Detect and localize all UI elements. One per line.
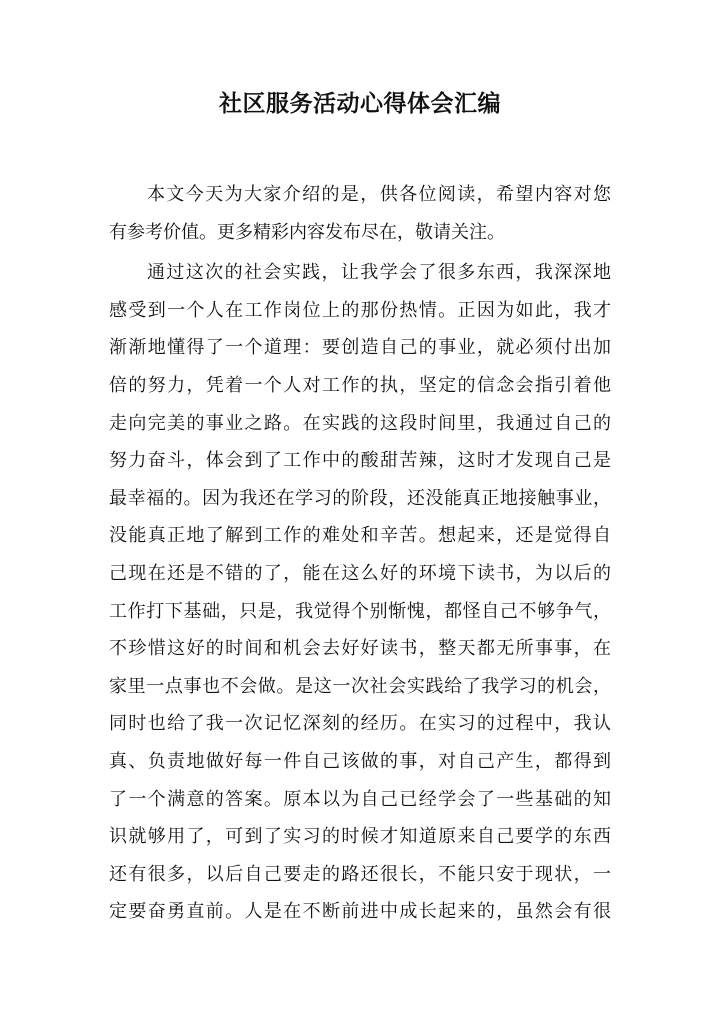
- paragraph-2-line-18: 定要奋勇直前。人是在不断前进中成长起来的，虽然会有很: [109, 901, 611, 923]
- paragraph-2-line-1: 通过这次的社会实践，让我学会了很多东西，我深深地: [147, 262, 611, 284]
- paragraph-2-line-3: 渐渐地懂得了一个道理：要创造自己的事业，就必须付出加: [109, 337, 611, 359]
- paragraph-2-line-17: 还有很多，以后自己要走的路还很长，不能只安于现状，一: [109, 863, 611, 885]
- paragraph-2-line-10: 工作打下基础，只是，我觉得个别惭愧，都怪自己不够争气，: [109, 600, 611, 622]
- paragraph-2-line-9: 己现在还是不错的了，能在这么好的环境下读书，为以后的: [109, 562, 611, 584]
- paragraph-2-line-5: 走向完美的事业之路。在实践的这段时间里，我通过自己的: [109, 412, 611, 434]
- document-body: [109, 176, 611, 931]
- paragraph-2-line-4: 倍的努力，凭着一个人对工作的执，坚定的信念会指引着他: [109, 374, 611, 396]
- paragraph-1-line-1: 本文今天为大家介绍的是，供各位阅读，希望内容对您: [147, 184, 611, 205]
- document-title: 社区服务活动心得体会汇编: [219, 91, 501, 117]
- paragraph-1-line-2: 有参考价值。更多精彩内容发布尽在，敬请关注。: [109, 221, 505, 243]
- paragraph-2-line-13: 同时也给了我一次记忆深刻的经历。在实习的过程中，我认: [109, 713, 611, 735]
- paragraph-2-line-7: 最幸福的。因为我还在学习的阶段，还没能真正地接触事业，: [109, 487, 611, 509]
- paragraph-2-line-14: 真、负责地做好每一件自己该做的事，对自己产生，都得到: [109, 750, 611, 772]
- paragraph-2-line-8: 没能真正地了解到工作的难处和辛苦。想起来，还是觉得自: [109, 525, 611, 547]
- paragraph-2-line-11: 不珍惜这好的时间和机会去好好读书，整天都无所事事，在: [109, 638, 611, 660]
- paragraph-2-line-15: 了一个满意的答案。原本以为自己已经学会了一些基础的知: [109, 788, 611, 810]
- paragraph-2-line-6: 努力奋斗，体会到了工作中的酸甜苦辣，这时才发现自己是: [109, 450, 611, 472]
- paragraph-2-line-16: 识就够用了，可到了实习的时候才知道原来自己要学的东西: [109, 826, 611, 848]
- paragraph-2-line-12: 家里一点事也不会做。是这一次社会实践给了我学习的机会，: [109, 675, 611, 697]
- paragraph-2-line-2: 感受到一个人在工作岗位上的那份热情。正因为如此，我才: [109, 299, 611, 321]
